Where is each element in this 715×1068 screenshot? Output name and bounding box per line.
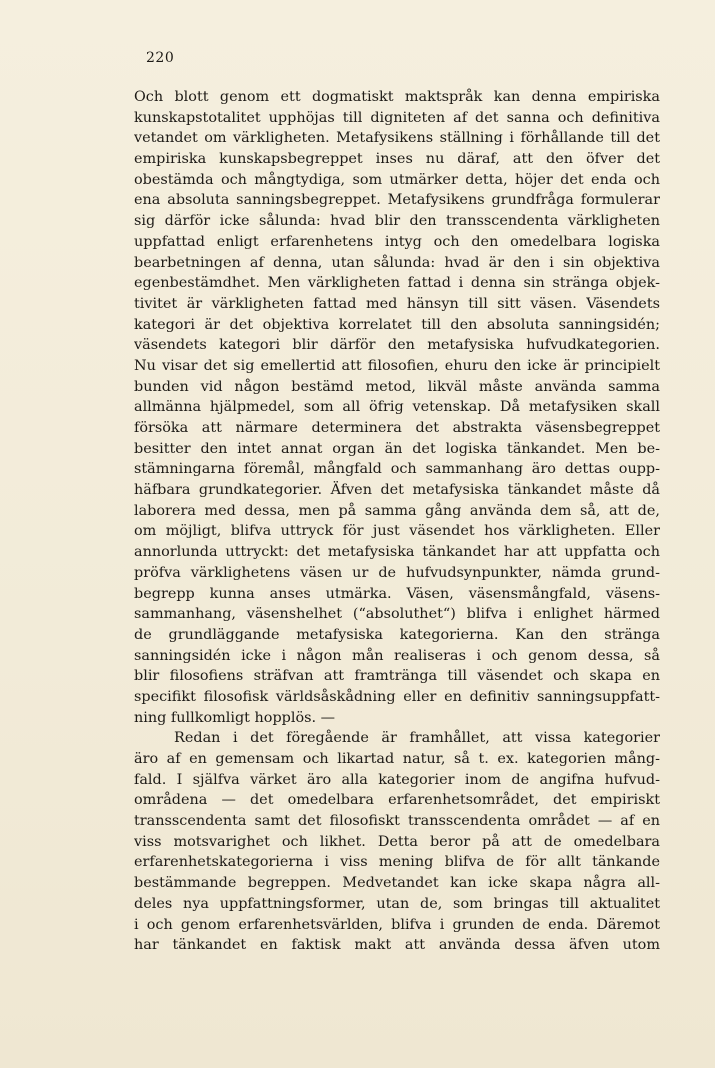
text-line: de grundläggande metafysiska kategorierna. Kan den stränga [134,626,660,643]
text-line: deles nya uppfattningsformer, utan de, som bringas till aktualitet [134,895,660,912]
text-line: Nu visar det sig emellertid att filosofien, ehuru den icke är principielt [134,357,660,374]
text-line: kunskapstotalitet upphöjas till digniteten af det sanna och definitiva [134,109,660,126]
text-line: försöka att närmare determinera det abstrakta väsensbegreppet [134,420,660,436]
text-line: Redan i det föregående är framhållet, att vissa kategorier [174,730,660,747]
text-line: äro af en gemensam och likartad natur, så t. ex. kategorien mång- [134,751,660,767]
paragraph [134,87,660,728]
text-line: har tänkandet en faktisk makt att använda dessa äfven utom [134,937,660,954]
text-line: transscendenta samt det filosofiskt transscendenta området — af en [134,813,660,830]
text-line: sammanhang, väsenshelhet (“absoluthet“) blifva i enlighet härmed [134,606,660,623]
text-line: besitter den intet annat organ än det logiska tänkandet. Men be- [134,440,660,457]
text-line: bunden vid någon bestämd metod, likväl måste använda samma [134,378,660,395]
text-line: allmänna hjälpmedel, som all öfrig vetenskap. Då metafysiken skall [134,399,660,416]
body-text [134,87,660,956]
paragraph [134,728,660,956]
text-line: bearbetningen af denna, utan sålunda: hvad är den i sin objektiva [134,254,660,271]
text-line: väsendets kategori blir därför den metafysiska hufvudkategorien. [134,337,660,354]
text-line: Och blott genom ett dogmatiskt maktspråk kan denna empiriska [134,89,660,105]
text-line: obestämda och mångtydiga, som utmärker detta, höjer det enda och [134,171,660,188]
text-line: erfarenhetskategorierna i viss mening blifva de för allt tänkande [134,854,660,871]
page-number: 220 [146,50,175,66]
text-line: i och genom erfarenhetsvärlden, blifva i grunden de enda. Däremot [134,916,660,933]
text-line: specifikt filosofisk världsåskådning eller en definitiv sanningsuppfatt- [134,688,660,705]
text-line: om möjligt, blifva uttryck för just väsendet hos värkligheten. Eller [134,523,660,540]
text-line: pröfva värklighetens väsen ur de hufvudsynpunkter, nämda grund- [134,564,660,581]
text-line: tivitet är värkligheten fattad med hänsyn till sitt väsen. Väsendets [134,295,660,312]
text-line: laborera med dessa, men på samma gång använda dem så, att de, [134,502,660,519]
text-line: vetandet om värkligheten. Metafysikens ställning i förhållande till det [134,130,660,147]
text-line: områdena — det omedelbara erfarenhetsområdet, det empiriskt [134,792,660,809]
text-line: empiriska kunskapsbegreppet inses nu däraf, att den öfver det [134,151,660,168]
text-line: blir filosofiens sträfvan att framtränga till väsendet och skapa en [134,668,660,685]
text-line: bestämmande begreppen. Medvetandet kan icke skapa några all- [134,875,660,892]
text-line: uppfattad enligt erfarenhetens intyg och den omedelbara logiska [134,233,660,250]
text-line: sanningsidén icke i någon mån realiseras i och genom dessa, så [134,647,660,664]
text-line: viss motsvarighet och likhet. Detta beror på att de omedelbara [134,833,660,850]
text-line: fald. I själfva värket äro alla kategorier inom de angifna hufvud- [134,771,660,788]
text-line: begrepp kunna anses utmärka. Väsen, väsensmångfald, väsens- [134,585,660,602]
text-line: häfbara grundkategorier. Äfven det metafysiska tänkandet måste då [134,482,660,499]
text-line: sig därför icke sålunda: hvad blir den transscendenta värkligheten [134,213,660,230]
text-line: ning fullkomligt hopplös. — [134,709,336,726]
text-line: stämningarna föremål, mångfald och sammanhang äro dettas oupp- [134,461,660,478]
text-line: annorlunda uttryckt: det metafysiska tänkandet har att uppfatta och [134,544,660,561]
text-line: ena absoluta sanningsbegreppet. Metafysikens grundfråga formulerar [134,192,660,209]
text-line: kategori är det objektiva korrelatet till den absoluta sanningsidén; [134,316,660,333]
text-line: egenbestämdhet. Men värkligheten fattad i denna sin stränga objek- [134,275,660,292]
